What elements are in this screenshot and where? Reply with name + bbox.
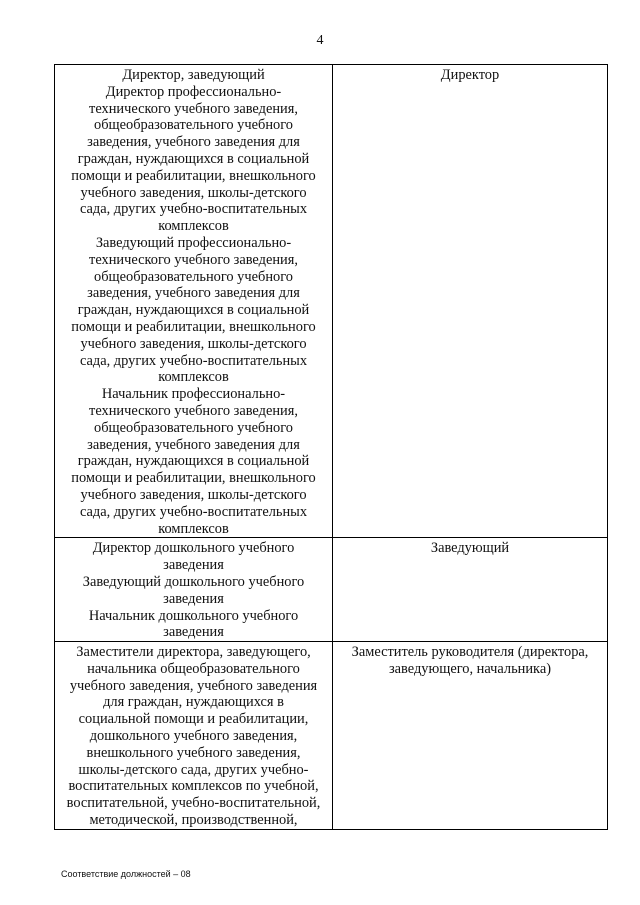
cell-text-line: Заведующий дошкольного учебного (82, 573, 305, 590)
cell-text-line: воспитательной, учебно-воспитательной, (66, 795, 321, 812)
cell-text-line: учебного заведения, школы-детского (80, 486, 307, 503)
table-row (55, 538, 608, 642)
cell-text-line: Заместители директора, заведующего, (76, 644, 311, 661)
old-position-cell (55, 538, 333, 642)
cell-text-line: воспитательных комплексов по учебной, (68, 778, 319, 795)
cell-text-line: технического учебного заведения, (89, 402, 298, 419)
cell-text-line: заведения (163, 590, 224, 607)
cell-text-line: школы-детского сада, других учебно- (78, 761, 309, 778)
cell-text-line: Директор дошкольного учебного (92, 540, 295, 557)
cell-text-line: Заместитель руководителя (директора, (351, 644, 589, 661)
cell-text-line: общеобразовательного учебного (94, 419, 293, 436)
cell-text-line: заведения (163, 557, 224, 574)
cell-text-line: заведения, учебного заведения для (87, 436, 300, 453)
cell-text-line: Директор, заведующий (122, 67, 265, 83)
cell-text-line: Начальник профессионально- (101, 386, 286, 403)
cell-text-line: сада, других учебно-воспитательных (79, 352, 308, 369)
cell-text-line: комплексов (158, 520, 229, 537)
cell-text-line: методической, производственной, (89, 812, 298, 829)
cell-text-line: для граждан, нуждающихся в (103, 694, 284, 711)
cell-text-line: граждан, нуждающихся в социальной (77, 150, 310, 167)
cell-text-line: помощи и реабилитации, внешкольного (71, 318, 316, 335)
page-number: 4 (316, 33, 324, 48)
cell-text-line: общеобразовательного учебного (94, 117, 293, 134)
cell-text-line: граждан, нуждающихся в социальной (77, 302, 310, 319)
cell-text-line: Заведующий (430, 540, 510, 557)
new-position-cell (333, 642, 608, 830)
cell-text-line: технического учебного заведения, (89, 100, 298, 117)
cell-text-line: учебного заведения, школы-детского (80, 184, 307, 201)
cell-text-line: социальной помощи и реабилитации, (78, 711, 309, 728)
cell-text-line: Директор профессионально- (105, 83, 282, 100)
cell-text-line: помощи и реабилитации, внешкольного (71, 167, 316, 184)
cell-text-line: заведующего, начальника) (388, 660, 551, 677)
cell-text-line: сада, других учебно-воспитательных (79, 201, 308, 218)
positions-table (54, 64, 608, 830)
cell-text-line: начальника общеобразовательного (87, 660, 300, 677)
cell-text-line: комплексов (158, 369, 229, 386)
cell-text-line: технического учебного заведения, (89, 251, 298, 268)
cell-text-line: дошкольного учебного заведения, (89, 728, 298, 745)
cell-text-line: Директор (440, 67, 500, 83)
cell-text-line: граждан, нуждающихся в социальной (77, 453, 310, 470)
new-position-cell (333, 65, 608, 538)
cell-text-line: Заведующий профессионально- (95, 234, 292, 251)
table-row (55, 642, 608, 830)
old-position-cell (55, 65, 333, 538)
old-position-cell (55, 642, 333, 830)
footer-note: Соответствие должностей – 08 (61, 869, 191, 879)
table-row (55, 65, 608, 538)
cell-text-line: заведения, учебного заведения для (87, 285, 300, 302)
cell-text-line: сада, других учебно-воспитательных (79, 503, 308, 520)
cell-text-line: заведения (163, 624, 224, 641)
cell-text-line: внешкольного учебного заведения, (86, 744, 301, 761)
cell-text-line: общеобразовательного учебного (94, 268, 293, 285)
positions-table-body (55, 65, 608, 830)
cell-text-line: помощи и реабилитации, внешкольного (71, 470, 316, 487)
cell-text-line: Начальник дошкольного учебного (88, 607, 299, 624)
cell-text-line: учебного заведения, учебного заведения (69, 677, 318, 694)
new-position-cell (333, 538, 608, 642)
cell-text-line: комплексов (158, 218, 229, 235)
cell-text-line: учебного заведения, школы-детского (80, 335, 307, 352)
cell-text-line: заведения, учебного заведения для (87, 134, 300, 151)
